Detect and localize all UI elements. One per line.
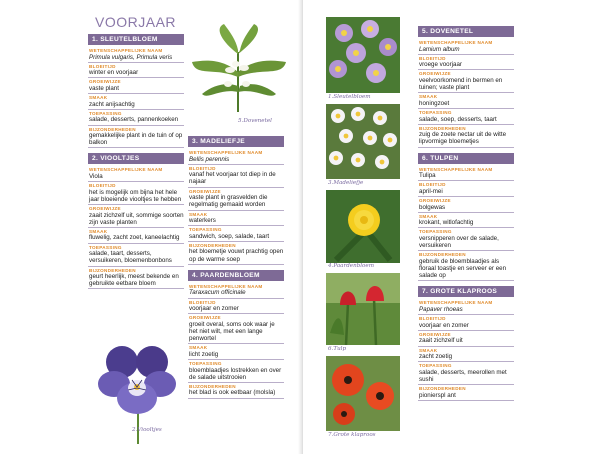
caption-tulp: 6.Tulp — [328, 346, 347, 352]
caption-madeliefje: 3.Madeliefje — [328, 180, 364, 186]
row-label: TOEPASSING — [419, 229, 452, 235]
info-block — [188, 270, 284, 399]
info-row — [88, 244, 184, 267]
row-value: bloemblaadjes lostrekken en over de salade uitstrooien — [189, 366, 282, 381]
row-value: Primula vulgaris, Primula veris — [89, 53, 173, 61]
info-row — [418, 197, 514, 213]
row-label: TOEPASSING — [189, 227, 222, 233]
row-value: sandwich, soep, salade, taart — [189, 232, 270, 240]
row-label: TOEPASSING — [189, 361, 222, 367]
row-value: Taraxacum officinale — [189, 289, 246, 297]
row-value: veelvoorkomend in bermen en tuinen; vaste plant — [419, 76, 503, 92]
row-label: GROEIWIJZE — [189, 315, 221, 321]
row-label: TOEPASSING — [89, 244, 122, 250]
info-row — [188, 188, 284, 211]
row-label: BIJZONDERHEDEN — [419, 125, 466, 131]
block-title: 4. PAARDENBLOEM — [188, 270, 284, 281]
info-row — [418, 166, 514, 182]
info-block — [418, 153, 514, 282]
row-value: pionierspl ant — [419, 391, 456, 399]
caption-dovenetel: 5.Dovenetel — [238, 118, 272, 124]
left-column-2 — [188, 136, 284, 404]
info-row — [88, 126, 184, 149]
row-label: SMAAK — [419, 347, 438, 353]
row-label: GROEIWIJZE — [89, 79, 121, 85]
right-column — [418, 26, 514, 406]
row-value: salade, desserts, pannenkoeken — [89, 116, 179, 124]
row-value: Lamium album — [419, 45, 460, 53]
row-value: salade, taart, desserts, versuikeren, bloemenbonbons — [89, 250, 172, 265]
row-value: Bellis perennis — [189, 155, 230, 163]
dovenetel-illustration — [184, 22, 292, 118]
info-row — [418, 93, 514, 109]
info-row — [418, 385, 514, 401]
info-block — [88, 153, 184, 289]
row-label: BIJZONDERHEDEN — [419, 386, 466, 392]
block-title: 7. GROTE KLAPROOS — [418, 286, 514, 297]
row-value: het blad is ook eetbaar (molsla) — [189, 389, 276, 397]
row-value: het is mogelijk om bijna het hele jaar bloeiende viooltjes te hebben — [89, 188, 182, 203]
row-value: vaste plant in grasvelden die regelmatig gemaaid worden — [189, 194, 268, 209]
info-row — [88, 228, 184, 244]
row-value: groeit overal, soms ook waar je het niet wilt, met een lange penwortel — [189, 320, 275, 343]
row-label: TOEPASSING — [89, 110, 122, 116]
info-row — [418, 251, 514, 281]
row-value: april-mei — [419, 187, 443, 195]
row-label: GROEIWIJZE — [419, 331, 451, 337]
row-value: zuig de zoete nectar uit de witte lipvormige bloemetjes — [419, 131, 507, 146]
info-row — [418, 70, 514, 93]
row-value: waterkers — [189, 217, 216, 225]
info-row — [418, 299, 514, 315]
row-label: BLOEITIJD — [189, 299, 216, 305]
row-label: TOEPASSING — [419, 363, 452, 369]
info-row — [188, 149, 284, 165]
row-value: Viola — [89, 172, 103, 180]
row-value: salade, desserts, meerollen met sushi — [419, 368, 507, 383]
row-label: SMAAK — [189, 345, 208, 351]
madeliefje-photo — [326, 104, 400, 179]
row-label: SMAAK — [419, 94, 438, 100]
info-row — [418, 315, 514, 331]
row-value: Tulipa — [419, 172, 436, 180]
info-row — [88, 78, 184, 94]
row-value: licht zoetig — [189, 350, 219, 358]
info-row — [418, 181, 514, 197]
row-value: voorjaar en zomer — [189, 305, 239, 313]
info-row — [88, 166, 184, 182]
row-value: voorjaar en zomer — [419, 321, 469, 329]
block-title: 5. DOVENETEL — [418, 26, 514, 37]
row-value: geurt heerlijk, meest bekende en gebruikte eetbare bloem — [89, 273, 179, 288]
row-value: fluwelig, zacht zoet, kaneelachtig — [89, 234, 180, 242]
block-title: 6. TULPEN — [418, 153, 514, 164]
row-label: SMAAK — [419, 213, 438, 219]
row-value: gemakkelijke plant in de tuin of op balkon — [89, 132, 183, 147]
left-page — [0, 0, 302, 454]
info-row — [88, 94, 184, 110]
row-label: WETENSCHAPPELIJKE NAAM — [419, 166, 493, 172]
row-value: zacht anijsachtig — [89, 100, 135, 108]
info-row — [88, 205, 184, 228]
row-label: SMAAK — [89, 228, 108, 234]
info-row — [188, 383, 284, 399]
row-label: BIJZONDERHEDEN — [189, 242, 236, 248]
left-column-1 — [88, 34, 184, 294]
info-row — [418, 125, 514, 148]
row-label: SMAAK — [89, 95, 108, 101]
info-row — [188, 344, 284, 360]
paardenbloem-photo — [326, 190, 400, 263]
caption-sleutelbloem: 1.Sleutelbloem — [328, 94, 371, 100]
info-row — [418, 362, 514, 385]
row-value: vroege voorjaar — [419, 61, 462, 69]
info-row — [188, 226, 284, 242]
info-row — [188, 283, 284, 299]
row-label: WETENSCHAPPELIJKE NAAM — [419, 40, 493, 45]
row-label: GROEIWIJZE — [419, 198, 451, 204]
block-title: 1. SLEUTELBLOEM — [88, 34, 184, 45]
row-label: BIJZONDERHEDEN — [189, 383, 236, 389]
info-block — [188, 136, 284, 265]
info-row — [418, 213, 514, 229]
sleutelbloem-photo — [326, 17, 400, 93]
row-value: zaait zichzelf uit, sommige soorten zijn vaste planten — [89, 211, 184, 226]
row-label: BLOEITIJD — [419, 55, 446, 61]
row-value: salade, soep, desserts, taart — [419, 115, 497, 123]
info-row — [188, 211, 284, 227]
block-title: 3. MADELIEFJE — [188, 136, 284, 147]
info-row — [418, 228, 514, 251]
info-block — [418, 286, 514, 400]
info-row — [88, 267, 184, 290]
row-value: het bloemetje vouwt prachtig open op de warme soep — [189, 248, 284, 263]
row-label: GROEIWIJZE — [419, 71, 451, 77]
section-title: VOORJAAR — [95, 14, 177, 30]
info-row — [418, 109, 514, 125]
row-label: WETENSCHAPPELIJKE NAAM — [189, 150, 263, 155]
caption-paardenbloem: 4.Paardenbloem — [328, 263, 375, 269]
tulp-photo — [326, 273, 400, 345]
row-value: zacht zoetig — [419, 353, 453, 361]
info-row — [188, 360, 284, 383]
info-row — [88, 110, 184, 126]
row-label: BLOEITIJD — [189, 165, 216, 171]
row-label: BIJZONDERHEDEN — [89, 267, 136, 273]
row-label: GROEIWIJZE — [189, 188, 221, 194]
info-row — [88, 47, 184, 63]
row-label: WETENSCHAPPELIJKE NAAM — [189, 283, 263, 289]
row-value: zaait zichzelf uit — [419, 337, 463, 345]
block-title: 2. VIOOLTJES — [88, 153, 184, 164]
row-value: vaste plant — [89, 84, 119, 92]
row-label: SMAAK — [189, 211, 208, 217]
info-row — [418, 347, 514, 363]
info-row — [418, 331, 514, 347]
row-label: BLOEITIJD — [89, 183, 116, 189]
row-value: bolgewas — [419, 203, 446, 211]
caption-viooltjes: 2.Viooltjes — [132, 427, 162, 433]
info-row — [418, 55, 514, 71]
row-label: WETENSCHAPPELIJKE NAAM — [89, 167, 163, 173]
row-label: BLOEITIJD — [419, 316, 446, 322]
row-value: winter en voorjaar — [89, 69, 139, 77]
row-value: vanaf het voorjaar tot diep in de najaar — [189, 171, 276, 186]
row-value: Papaver rhoeas — [419, 305, 463, 313]
row-label: WETENSCHAPPELIJKE NAAM — [89, 48, 163, 53]
row-value: honingzoet — [419, 99, 450, 107]
info-row — [188, 242, 284, 265]
row-value: gebruik de bloemblaadjes als floraal toastje en serveer er een salade op — [419, 257, 507, 280]
info-block — [88, 34, 184, 148]
row-label: BLOEITIJD — [419, 182, 446, 188]
info-row — [188, 314, 284, 344]
info-row — [188, 299, 284, 315]
caption-klaproos: 7.Grote klaproos — [328, 432, 376, 438]
info-block — [418, 26, 514, 148]
klaproos-photo — [326, 356, 400, 431]
info-row — [88, 182, 184, 205]
info-row — [188, 165, 284, 188]
info-row — [88, 63, 184, 79]
row-label: TOEPASSING — [419, 110, 452, 116]
row-value: krokant, witlofachtig — [419, 219, 474, 227]
row-label: BLOEITIJD — [89, 63, 116, 69]
row-label: BIJZONDERHEDEN — [89, 126, 136, 132]
row-label: BIJZONDERHEDEN — [419, 252, 466, 258]
row-label: GROEIWIJZE — [89, 206, 121, 212]
row-label: WETENSCHAPPELIJKE NAAM — [419, 300, 493, 306]
info-row — [418, 39, 514, 55]
row-value: versnipperen over de salade, versuikeren — [419, 234, 499, 250]
right-page — [303, 0, 605, 454]
